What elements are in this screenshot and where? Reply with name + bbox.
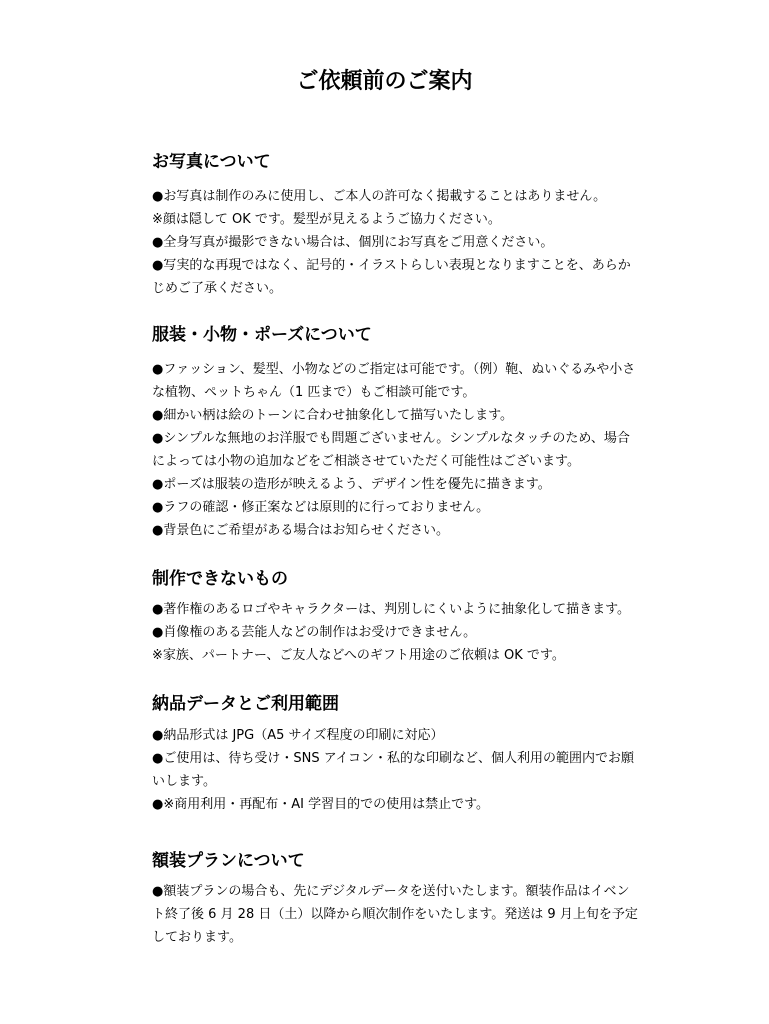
section-restrictions <box>152 568 638 667</box>
paragraph: ●お写真は制作のみに使用し、ご本人の許可なく掲載することはありません。 <box>152 189 607 204</box>
paragraph: ●納品形式は JPG（A5 サイズ程度の印刷に対応） <box>152 728 444 743</box>
paragraph: ※顔は隠して OK です。髪型が見えるようご協力ください。 <box>152 212 501 227</box>
section-clothing <box>152 324 638 542</box>
section-heading: 額装プランについて <box>152 851 305 871</box>
paragraph: ●※商用利用・再配布・AI 学習目的での使用は禁止です。 <box>152 797 490 812</box>
paragraph: ●全身写真が撮影できない場合は、個別にお写真をご用意ください。 <box>152 235 554 250</box>
paragraph: ●額装プランの場合も、先にデジタルデータを送付いたします。額装作品はイベント終了後 6 月 28 日（土）以降から順次制作をいたします。発送は 9 月上旬を予定しております。 <box>152 884 638 945</box>
paragraph: ●肖像権のある芸能人などの制作はお受けできません。 <box>152 625 477 640</box>
paragraph: ●背景色にご希望がある場合はお知らせください。 <box>152 523 449 538</box>
paragraph: ●著作権のあるロゴやキャラクターは、判別しにくいように抽象化して描きます。 <box>152 602 631 617</box>
section-heading: 納品データとご利用範囲 <box>152 694 339 714</box>
paragraph: ※家族、パートナー、ご友人などへのギフト用途のご依頼は OK です。 <box>152 648 565 663</box>
paragraph: ●シンプルな無地のお洋服でも問題ございません。シンプルなタッチのため、場合によっては小物の追加などをご相談させていただく可能性はございます。 <box>152 431 630 469</box>
section-heading: 服装・小物・ポーズについて <box>152 325 372 345</box>
section-heading: お写真について <box>152 152 271 172</box>
section-heading: 制作できないもの <box>152 569 288 589</box>
paragraph: ●ポーズは服装の造形が映えるよう、デザイン性を優先に描きます。 <box>152 477 551 492</box>
section-photos <box>152 151 638 300</box>
page-title: ご依頼前のご案内 <box>296 69 473 94</box>
paragraph: ●ファッション、髪型、小物などのご指定は可能です。（例）鞄、ぬいぐるみや小さな植物、ペットちゃん（1 匹まで）もご相談可能です。 <box>152 362 636 400</box>
section-delivery <box>152 693 638 816</box>
paragraph: ●ご使用は、待ち受け・SNS アイコン・私的な印刷など、個人利用の範囲内でお願いします。 <box>152 751 635 789</box>
paragraph: ●写実的な再現ではなく、記号的・イラストらしい表現となりますことを、あらかじめご了承ください。 <box>152 258 631 296</box>
paragraph: ●ラフの確認・修正案などは原則的に行っておりません。 <box>152 500 490 515</box>
paragraph: ●細かい柄は絵のトーンに合わせ抽象化して描写いたします。 <box>152 408 514 423</box>
section-framing-plan <box>152 850 638 949</box>
